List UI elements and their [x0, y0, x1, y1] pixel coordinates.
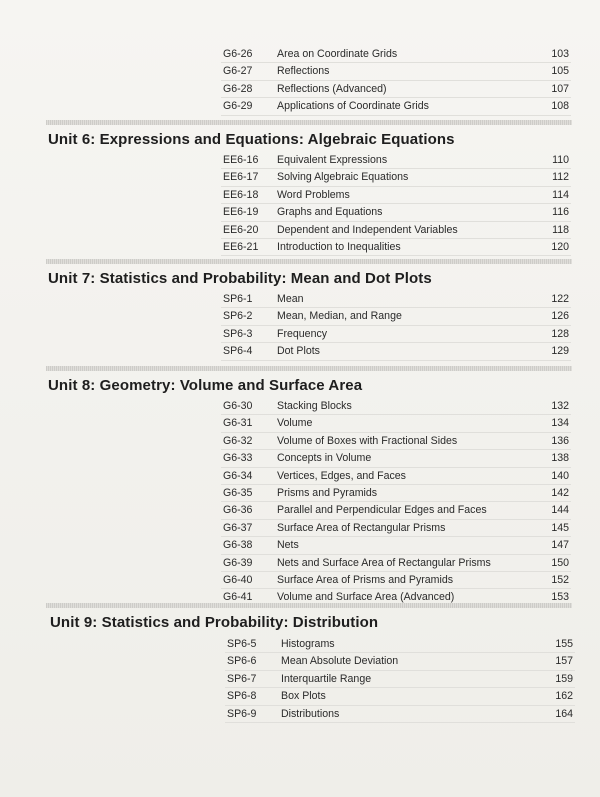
- page-number: 132: [551, 400, 569, 412]
- lesson-code: EE6-19: [223, 206, 259, 219]
- lesson-topic: Histograms: [281, 638, 335, 650]
- lesson-code: EE6-16: [223, 154, 259, 166]
- toc-row: [225, 706, 575, 723]
- toc-row: [221, 204, 571, 221]
- section-divider: [46, 259, 572, 264]
- lesson-topic: Box Plots: [281, 690, 326, 703]
- lesson-topic: Concepts in Volume: [277, 452, 372, 465]
- lesson-topic: Parallel and Perpendicular Edges and Faces: [277, 504, 487, 517]
- page-number: 129: [551, 345, 569, 358]
- toc-row: [221, 169, 571, 186]
- page-number: 128: [551, 327, 569, 340]
- toc-row: [221, 152, 571, 169]
- lesson-topic: Interquartile Range: [281, 672, 372, 685]
- toc-row: [221, 81, 571, 98]
- lesson-topic: Mean Absolute Deviation: [281, 655, 399, 668]
- toc-row: [221, 520, 571, 537]
- toc-row: [221, 398, 571, 415]
- lesson-code: EE6-17: [223, 171, 259, 184]
- unit-heading: Unit 6: Expressions and Equations: Algebraic Equations: [48, 131, 455, 148]
- lesson-code: SP6-6: [227, 655, 257, 668]
- lesson-code: EE6-20: [223, 223, 259, 236]
- toc-row: [221, 468, 571, 485]
- lesson-topic: Frequency: [277, 327, 328, 340]
- toc-row: [221, 555, 571, 572]
- unit-heading: Unit 7: Statistics and Probability: Mean and Dot Plots: [48, 270, 432, 287]
- page-number: 120: [551, 240, 569, 253]
- toc-row: [221, 46, 571, 63]
- lesson-topic: Volume and Surface Area (Advanced): [277, 591, 455, 604]
- lesson-topic: Equivalent Expressions: [277, 154, 388, 166]
- lesson-code: G6-32: [223, 434, 253, 447]
- toc-row: [221, 222, 571, 239]
- lesson-topic: Solving Algebraic Equations: [277, 171, 409, 184]
- lesson-code: G6-37: [223, 521, 253, 534]
- lesson-code: G6-34: [223, 469, 253, 482]
- lesson-code: SP6-9: [227, 707, 257, 720]
- page-number: 103: [551, 48, 569, 60]
- lesson-topic: Volume: [277, 417, 313, 430]
- lesson-code: G6-39: [223, 556, 253, 569]
- lesson-topic: Nets and Surface Area of Rectangular Prisms: [277, 556, 491, 569]
- toc-row: [221, 291, 571, 308]
- lesson-code: G6-36: [223, 504, 253, 517]
- page-number: 110: [552, 154, 569, 166]
- section-divider: [46, 120, 572, 125]
- lesson-code: G6-41: [223, 591, 253, 604]
- lesson-topic: Prisms and Pyramids: [277, 486, 378, 499]
- section-divider: [46, 366, 572, 371]
- lesson-code: G6-35: [223, 486, 253, 499]
- page-number: 140: [551, 469, 569, 482]
- page-number: 116: [552, 206, 569, 219]
- page-number: 147: [551, 539, 569, 552]
- page-number: 144: [551, 504, 569, 517]
- page-number: 107: [551, 82, 569, 95]
- lesson-topic: Mean: [277, 293, 304, 305]
- toc-rows: [221, 291, 571, 361]
- lesson-code: SP6-7: [227, 672, 257, 685]
- lesson-topic: Reflections: [277, 65, 330, 78]
- page-number: 105: [551, 65, 569, 78]
- lesson-code: G6-27: [223, 65, 253, 78]
- toc-row: [221, 326, 571, 343]
- lesson-code: SP6-8: [227, 690, 257, 703]
- lesson-code: G6-29: [223, 100, 253, 113]
- page-number: 145: [551, 521, 569, 534]
- toc-row: [221, 572, 571, 589]
- page-number: 155: [555, 638, 573, 650]
- section-divider: [46, 603, 572, 608]
- lesson-topic: Volume of Boxes with Fractional Sides: [277, 434, 458, 447]
- lesson-code: G6-28: [223, 82, 253, 95]
- toc-row: [221, 239, 571, 256]
- page-number: 162: [555, 690, 573, 703]
- lesson-code: SP6-1: [223, 293, 253, 305]
- lesson-code: G6-40: [223, 573, 253, 586]
- toc-row: [221, 98, 571, 115]
- lesson-topic: Surface Area of Prisms and Pyramids: [277, 573, 454, 586]
- lesson-topic: Dot Plots: [277, 345, 320, 358]
- lesson-code: SP6-5: [227, 638, 257, 650]
- page-number: 136: [551, 434, 569, 447]
- toc-row: [221, 63, 571, 80]
- lesson-topic: Vertices, Edges, and Faces: [277, 469, 406, 482]
- lesson-topic: Introduction to Inequalities: [277, 240, 401, 253]
- lesson-code: G6-33: [223, 452, 253, 465]
- lesson-code: EE6-18: [223, 188, 259, 201]
- toc-row: [221, 537, 571, 554]
- toc-rows: [221, 152, 571, 256]
- unit-heading: Unit 9: Statistics and Probability: Distribution: [50, 614, 379, 631]
- lesson-code: EE6-21: [223, 240, 259, 253]
- lesson-code: SP6-4: [223, 345, 253, 358]
- toc-row: [225, 671, 575, 688]
- toc-row: [221, 415, 571, 432]
- lesson-topic: Reflections (Advanced): [277, 82, 387, 95]
- page-number: 157: [555, 655, 573, 668]
- page-number: 150: [551, 556, 569, 569]
- lesson-topic: Dependent and Independent Variables: [277, 223, 458, 236]
- page-number: 164: [555, 707, 573, 720]
- toc-row: [221, 433, 571, 450]
- lesson-code: G6-30: [223, 400, 253, 412]
- page-number: 152: [551, 573, 569, 586]
- page-number: 114: [552, 188, 569, 201]
- lesson-topic: Graphs and Equations: [277, 206, 383, 219]
- lesson-topic: Surface Area of Rectangular Prisms: [277, 521, 446, 534]
- toc-row: [221, 450, 571, 467]
- lesson-topic: Mean, Median, and Range: [277, 310, 402, 323]
- lesson-topic: Distributions: [281, 707, 340, 720]
- lesson-code: G6-26: [223, 48, 253, 60]
- lesson-topic: Nets: [277, 539, 299, 552]
- toc-row: [225, 636, 575, 653]
- page-number: 118: [552, 223, 569, 236]
- unit-heading: Unit 8: Geometry: Volume and Surface Area: [48, 377, 363, 394]
- page-number: 134: [551, 417, 569, 430]
- lesson-code: G6-38: [223, 539, 253, 552]
- page-number: 142: [551, 486, 569, 499]
- lesson-code: SP6-3: [223, 327, 253, 340]
- lesson-topic: Area on Coordinate Grids: [277, 48, 398, 60]
- page-number: 153: [551, 591, 569, 604]
- page-number: 159: [555, 672, 573, 685]
- toc-row: [221, 308, 571, 325]
- toc-rows: [221, 46, 571, 116]
- page-number: 122: [551, 293, 569, 305]
- lesson-code: G6-31: [223, 417, 253, 430]
- page-number: 112: [552, 171, 569, 184]
- page-number: 126: [551, 310, 569, 323]
- page-number: 138: [551, 452, 569, 465]
- lesson-code: SP6-2: [223, 310, 253, 323]
- toc-rows: [225, 636, 575, 723]
- toc-rows: [221, 398, 571, 607]
- lesson-topic: Stacking Blocks: [277, 400, 352, 412]
- toc-row: [221, 485, 571, 502]
- toc-row: [221, 502, 571, 519]
- toc-row: [221, 187, 571, 204]
- page-number: 108: [551, 100, 569, 113]
- toc-row: [221, 343, 571, 360]
- lesson-topic: Word Problems: [277, 188, 350, 201]
- lesson-topic: Applications of Coordinate Grids: [277, 100, 429, 113]
- toc-row: [225, 688, 575, 705]
- toc-row: [225, 653, 575, 670]
